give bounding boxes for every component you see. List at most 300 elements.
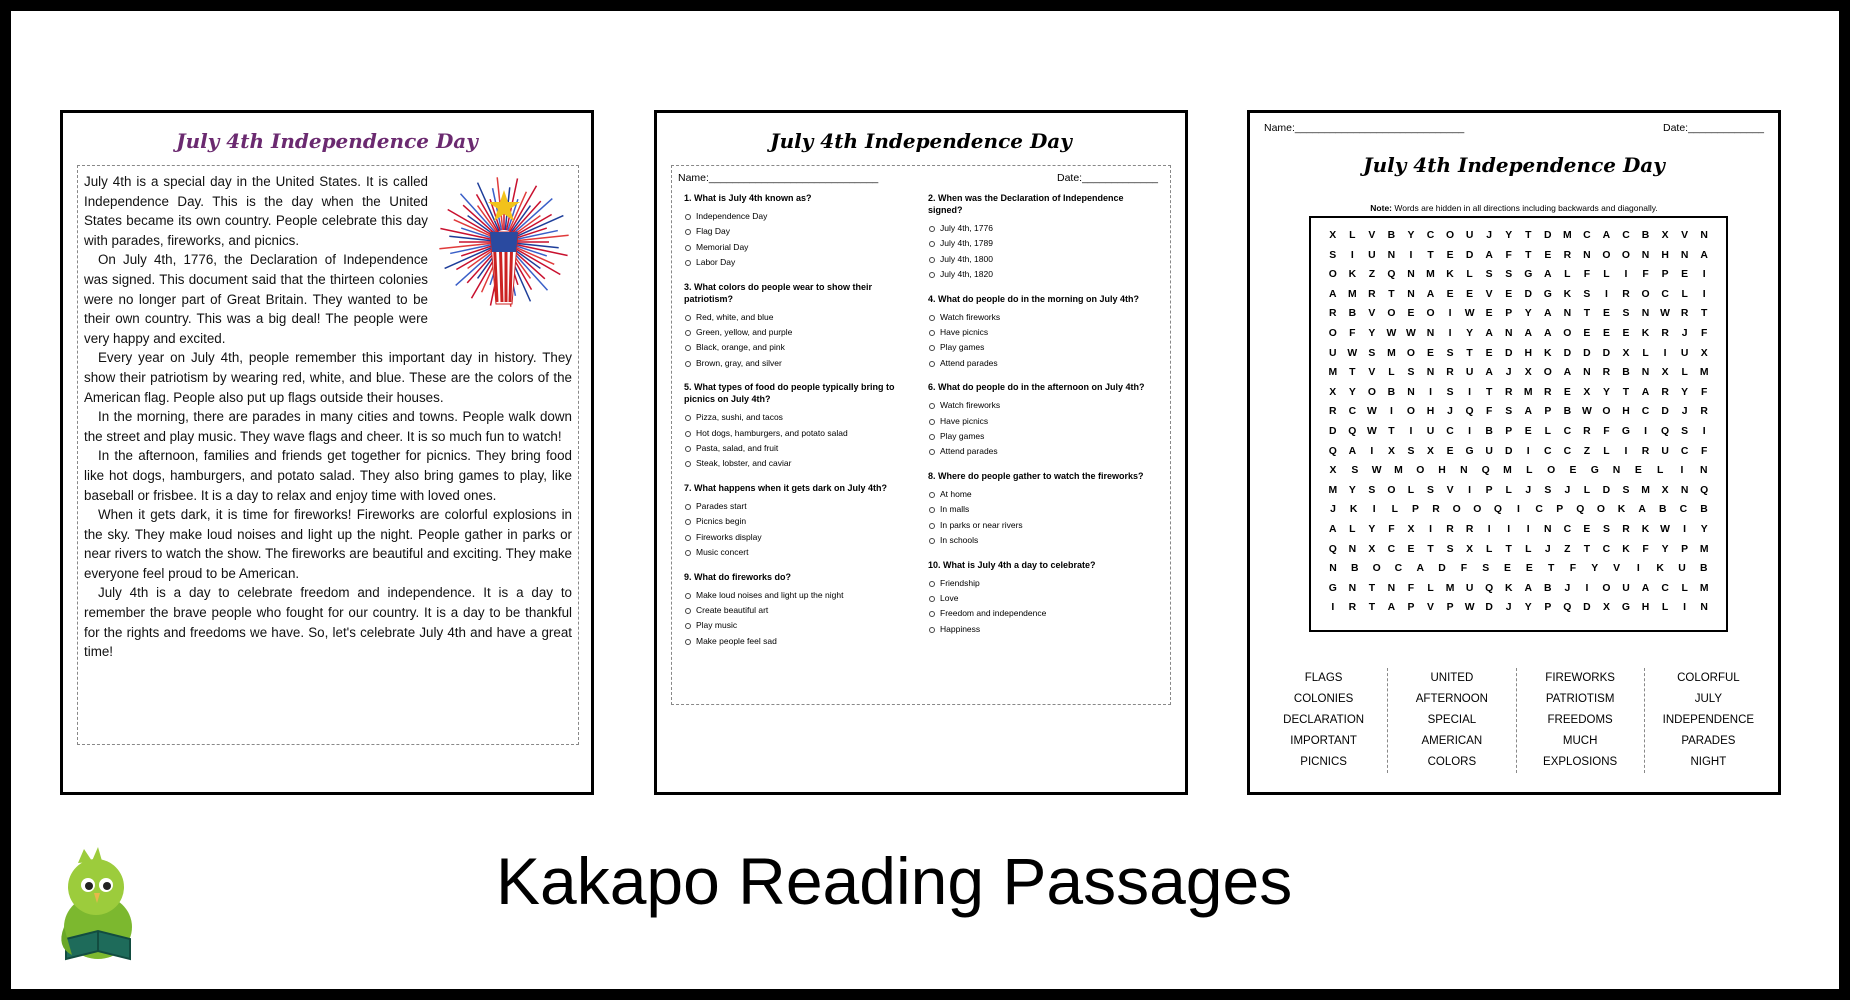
grid-letter: O (1328, 269, 1337, 281)
grid-letter: G (1524, 269, 1533, 281)
grid-letter: K (1446, 269, 1454, 281)
grid-letter: B (1700, 504, 1708, 516)
grid-letter: W (1371, 465, 1382, 477)
passage-paragraph: When it gets dark, it is time for fireworks! Fireworks are colorful explosions in the sky. They make loud noises and light up the night. People gather in parks or near rivers to watch the show. The fireworks are beautiful and exciting. They make everyone feel proud to be American. (84, 507, 572, 581)
grid-letter: D (1583, 602, 1591, 614)
grid-letter: W (1386, 327, 1397, 339)
word-item: PICNICS (1300, 756, 1347, 768)
grid-letter: P (1681, 543, 1689, 555)
answer-option: July 4th, 1789 (928, 236, 1153, 251)
grid-letter: W (1406, 327, 1416, 339)
grid-letter: I (1680, 465, 1684, 477)
grid-letter: R (1329, 308, 1337, 320)
grid-letter: U (1368, 249, 1376, 261)
grid-letter: V (1427, 602, 1434, 614)
question-item (928, 559, 1153, 638)
grid-letter: M (1328, 484, 1338, 496)
grid-letter: E (1504, 563, 1511, 575)
grid-letter: C (1446, 425, 1454, 437)
grid-letter: K (1656, 563, 1664, 575)
grid-letter: C (1661, 288, 1669, 300)
grid-letter: A (1416, 563, 1424, 575)
grid-letter: M (1445, 582, 1455, 594)
questions-right-column (928, 192, 1153, 647)
grid-letter: G (1590, 465, 1599, 477)
grid-letter: O (1602, 249, 1611, 261)
grid-letter: G (1543, 288, 1552, 300)
word-column (1517, 668, 1645, 773)
grid-letter: X (1329, 230, 1337, 241)
question-item (928, 293, 1153, 372)
grid-letter: G (1621, 602, 1631, 614)
grid-letter: O (1621, 249, 1631, 261)
grid-letter: R (1700, 406, 1708, 418)
grid-letter: A (1426, 288, 1435, 300)
grid-letter: A (1485, 367, 1493, 379)
grid-letter: D (1583, 347, 1591, 359)
answer-option: Brown, gray, and silver (684, 356, 909, 371)
grid-letter: P (1485, 484, 1493, 496)
grid-letter: I (1604, 288, 1608, 300)
grid-letter: B (1700, 563, 1708, 575)
grid-letter: F (1407, 582, 1415, 594)
grid-letter: O (1387, 308, 1396, 320)
grid-letter: C (1680, 445, 1689, 457)
fireworks-image (436, 172, 572, 322)
grid-letter: R (1368, 288, 1376, 300)
grid-row (1323, 481, 1714, 501)
grid-letter: I (1429, 386, 1432, 398)
grid-letter: O (1563, 327, 1572, 339)
grid-letter: P (1505, 425, 1513, 437)
grid-letter: T (1368, 582, 1376, 594)
grid-letter: A (1563, 367, 1572, 379)
answer-option: Steak, lobster, and caviar (684, 456, 909, 471)
note-text: Words are hidden in all directions including backwards and diagonally. (1392, 203, 1658, 213)
grid-letter: D (1465, 249, 1474, 261)
grid-letter: S (1368, 484, 1376, 496)
grid-letter: N (1641, 308, 1650, 320)
grid-letter: X (1329, 386, 1337, 398)
passage-paragraph: On July 4th, 1776, the Declaration of Independence was signed. This document said that the thirteen colonies were no longer part of Great Britain. They wanted to be their own country. This was a big deal! The people were very happy and excited. (84, 252, 428, 346)
grid-letter: Y (1348, 484, 1356, 496)
grid-letter: R (1602, 367, 1611, 379)
grid-letter: I (1448, 308, 1452, 320)
grid-letter: Z (1368, 269, 1376, 281)
grid-letter: H (1426, 406, 1435, 418)
grid-letter: B (1544, 582, 1552, 594)
grid-letter: U (1622, 582, 1630, 594)
answer-option: Music concert (684, 545, 909, 560)
grid-letter: K (1348, 269, 1357, 281)
grid-letter: H (1438, 465, 1446, 477)
grid-letter: Y (1368, 523, 1376, 535)
grid-letter: X (1427, 445, 1434, 457)
grid-row (1323, 540, 1714, 560)
grid-letter: E (1622, 327, 1630, 339)
grid-letter: S (1602, 523, 1610, 535)
grid-letter: B (1485, 425, 1493, 437)
grid-letter: P (1544, 602, 1552, 614)
grid-letter: G (1621, 425, 1631, 437)
grid-letter: S (1407, 445, 1415, 457)
answer-option: Red, white, and blue (684, 310, 909, 325)
grid-row (1323, 461, 1714, 481)
grid-letter: W (1464, 308, 1475, 320)
answer-option: Play music (684, 618, 909, 633)
word-item: UNITED (1430, 672, 1474, 684)
grid-letter: W (1464, 602, 1475, 614)
grid-letter: A (1485, 249, 1493, 261)
grid-letter: O (1473, 504, 1482, 516)
grid-letter: E (1525, 563, 1533, 575)
grid-letter: U (1465, 582, 1474, 594)
question-item (684, 192, 909, 271)
answer-option: Love (928, 591, 1153, 606)
word-item: FLAGS (1304, 672, 1343, 684)
answer-option: In schools (928, 533, 1153, 548)
word-column (1388, 668, 1516, 773)
grid-letter: D (1485, 602, 1493, 614)
grid-letter: A (1524, 406, 1532, 418)
word-item: PATRIOTISM (1545, 693, 1615, 705)
answer-option: At home (928, 487, 1153, 502)
word-item: IMPORTANT (1290, 735, 1357, 747)
answer-option: Friendship (928, 576, 1153, 591)
grid-letter: W (1581, 406, 1592, 418)
grid-letter: Q (1481, 465, 1490, 477)
grid-row (1323, 383, 1714, 403)
name-field: Name:_____________________________ (1264, 122, 1465, 134)
grid-letter: Y (1591, 563, 1599, 575)
grid-letter: T (1583, 308, 1591, 320)
grid-letter: J (1525, 484, 1532, 496)
grid-letter: N (1563, 308, 1572, 320)
grid-letter: O (1452, 504, 1461, 516)
grid-letter: X (1329, 465, 1337, 477)
grid-letter: Y (1700, 523, 1708, 535)
grid-letter: C (1426, 230, 1435, 241)
grid-letter: I (1468, 425, 1472, 437)
grid-letter: A (1524, 327, 1532, 339)
grid-letter: B (1351, 563, 1359, 575)
grid-letter: X (1661, 230, 1669, 241)
grid-letter: Y (1348, 386, 1356, 398)
grid-letter: J (1330, 504, 1336, 516)
grid-row (1323, 226, 1714, 246)
grid-letter: O (1446, 230, 1455, 241)
grid-letter: Z (1583, 445, 1591, 457)
answer-option: Picnics begin (684, 514, 909, 529)
grid-letter: R (1641, 445, 1650, 457)
grid-letter: H (1524, 347, 1532, 359)
grid-letter: J (1544, 543, 1551, 555)
grid-row (1323, 246, 1714, 266)
answer-option: Make people feel sad (684, 634, 909, 649)
grid-letter: N (1641, 367, 1650, 379)
grid-letter: L (1661, 602, 1669, 614)
grid-letter: S (1427, 484, 1434, 496)
grid-letter: L (1544, 425, 1551, 437)
grid-letter: J (1486, 230, 1493, 241)
grid-letter: O (1602, 406, 1611, 418)
passage-title: July 4th Independence Day (176, 129, 478, 153)
grid-letter: T (1525, 249, 1532, 261)
grid-letter: J (1505, 367, 1512, 379)
grid-letter: Q (1563, 602, 1572, 614)
question-item (684, 381, 909, 472)
grid-letter: R (1680, 308, 1689, 320)
answer-option: Have picnics (928, 325, 1153, 340)
word-item: COLORS (1427, 756, 1477, 768)
grid-letter: W (1366, 406, 1377, 418)
grid-letter: T (1485, 386, 1493, 398)
grid-letter: A (1602, 230, 1611, 241)
grid-letter: Q (1661, 425, 1670, 437)
grid-letter: Q (1700, 484, 1709, 496)
grid-letter: O (1367, 386, 1376, 398)
grid-letter: B (1563, 406, 1572, 418)
word-item: COLONIES (1293, 693, 1354, 705)
grid-letter: F (1603, 425, 1610, 437)
grid-row (1323, 285, 1714, 305)
word-item: COLORFUL (1677, 672, 1740, 684)
grid-letter: B (1387, 386, 1396, 398)
grid-letter: E (1446, 445, 1454, 457)
grid-letter: M (1563, 230, 1572, 241)
word-item: SPECIAL (1427, 714, 1477, 726)
grid-letter: I (1624, 445, 1628, 457)
grid-letter: S (1446, 543, 1454, 555)
grid-letter: S (1446, 347, 1454, 359)
grid-letter: C (1679, 504, 1688, 516)
grid-letter: C (1661, 582, 1669, 594)
grid-letter: N (1426, 327, 1435, 339)
grid-row (1323, 559, 1714, 579)
question-text: 7. What happens when it gets dark on July 4th? (684, 482, 888, 493)
grid-row (1323, 500, 1714, 520)
grid-letter: I (1702, 269, 1706, 281)
grid-letter: U (1485, 445, 1493, 457)
grid-letter: I (1507, 523, 1511, 535)
answer-option: In malls (928, 502, 1153, 517)
grid-letter: S (1446, 386, 1454, 398)
grid-letter: B (1387, 230, 1396, 241)
grid-letter: D (1329, 425, 1337, 437)
answer-option: Labor Day (684, 255, 909, 270)
grid-letter: E (1485, 347, 1493, 359)
grid-letter: S (1407, 367, 1415, 379)
grid-letter: N (1700, 465, 1708, 477)
grid-letter: M (1641, 484, 1650, 496)
grid-letter: U (1426, 425, 1435, 437)
grid-letter: R (1622, 523, 1630, 535)
grid-letter: Q (1348, 425, 1357, 437)
word-item: MUCH (1562, 735, 1598, 747)
grid-letter: L (1427, 582, 1434, 594)
grid-letter: U (1678, 563, 1686, 575)
grid-letter: T (1388, 425, 1395, 437)
grid-letter: D (1438, 563, 1446, 575)
grid-letter: Y (1407, 230, 1415, 241)
grid-letter: I (1517, 504, 1520, 516)
grid-letter: F (1700, 386, 1708, 398)
grid-letter: O (1328, 327, 1337, 339)
word-column (1645, 668, 1772, 773)
grid-letter: T (1388, 288, 1395, 300)
page-canvas (11, 11, 1839, 989)
grid-letter: N (1407, 386, 1415, 398)
grid-letter: I (1372, 504, 1376, 516)
grid-letter: S (1505, 406, 1513, 418)
grid-letter: A (1544, 308, 1552, 320)
grid-letter: X (1407, 523, 1415, 535)
grid-letter: A (1641, 582, 1650, 594)
grid-row (1323, 324, 1714, 344)
question-text: 1. What is July 4th known as? (684, 193, 812, 203)
name-field: Name:_____________________________ (678, 172, 879, 184)
kakapo-mascot-icon (38, 847, 158, 967)
grid-letter: Y (1661, 543, 1669, 555)
question-item (928, 192, 1153, 283)
grid-letter: L (1642, 347, 1649, 359)
answer-option: Independence Day (684, 209, 909, 224)
grid-letter: U (1465, 230, 1474, 241)
grid-letter: S (1485, 269, 1493, 281)
grid-letter: I (1409, 425, 1413, 437)
passage-paragraph: In the afternoon, families and friends get together for picnics. They bring food like hot dogs, hamburgers, and potato salad. They also bring games to play, like baseball or frisbee. It is a day to relax and enjoy time with loved ones. (84, 448, 572, 503)
grid-letter: C (1602, 543, 1611, 555)
date-field: Date:_____________ (1662, 122, 1764, 134)
grid-letter: C (1387, 543, 1396, 555)
grid-letter: Y (1602, 386, 1610, 398)
grid-letter: I (1389, 406, 1393, 418)
grid-letter: E (1563, 386, 1571, 398)
grid-letter: N (1544, 523, 1552, 535)
grid-letter: I (1526, 445, 1530, 457)
grid-letter: K (1504, 582, 1513, 594)
grid-letter: M (1523, 386, 1533, 398)
grid-row (1323, 344, 1714, 364)
grid-letter: E (1505, 288, 1513, 300)
word-item: PARADES (1681, 735, 1736, 747)
question-item (928, 470, 1153, 549)
grid-letter: J (1681, 327, 1688, 339)
word-item: INDEPENDENCE (1662, 714, 1755, 726)
grid-letter: U (1465, 367, 1474, 379)
grid-letter: Y (1524, 308, 1532, 320)
grid-letter: N (1504, 327, 1513, 339)
answer-option: Have picnics (928, 414, 1153, 429)
grid-letter: F (1700, 327, 1708, 339)
grid-letter: S (1368, 347, 1376, 359)
grid-letter: X (1661, 367, 1669, 379)
word-item: AMERICAN (1421, 735, 1483, 747)
grid-letter: I (1468, 484, 1472, 496)
grid-letter: T (1427, 249, 1434, 261)
grid-letter: A (1348, 445, 1357, 457)
grid-letter: W (1347, 347, 1358, 359)
grid-letter: E (1544, 249, 1552, 261)
grid-letter: C (1348, 406, 1357, 418)
grid-letter: Y (1466, 327, 1474, 339)
question-item (928, 381, 1153, 460)
grid-letter: J (1681, 406, 1688, 418)
grid-letter: I (1663, 347, 1667, 359)
grid-letter: O (1602, 582, 1611, 594)
grid-letter: O (1543, 367, 1552, 379)
grid-letter: E (1446, 249, 1454, 261)
passage-paragraph: Every year on July 4th, people remember this important day in history. They show their patriotism by wearing red, white, and blue. These are the colors of the American flag. People also put up flags outside their houses. (84, 350, 572, 405)
grid-letter: M (1699, 543, 1709, 555)
grid-letter: X (1583, 386, 1591, 398)
grid-letter: I (1683, 523, 1687, 535)
question-text: 6. What do people do in the afternoon on July 4th? (928, 382, 1145, 393)
grid-letter: I (1429, 523, 1432, 535)
grid-letter: M (1503, 465, 1512, 477)
grid-letter: C (1394, 563, 1403, 575)
word-item: FIREWORKS (1545, 672, 1615, 684)
grid-letter: Q (1328, 445, 1337, 457)
grid-letter: D (1661, 406, 1669, 418)
grid-letter: U (1329, 347, 1337, 359)
grid-letter: X (1368, 543, 1376, 555)
grid-letter: L (1603, 269, 1610, 281)
grid-letter: P (1661, 269, 1669, 281)
answer-option: Play games (928, 429, 1153, 444)
grid-letter: N (1387, 249, 1396, 261)
note-label: Note: (1370, 203, 1393, 213)
grid-letter: Q (1493, 504, 1502, 516)
grid-letter: N (1348, 582, 1357, 594)
grid-letter: I (1636, 563, 1640, 575)
grid-letter: T (1622, 386, 1630, 398)
grid-letter: E (1583, 523, 1591, 535)
grid-letter: I (1331, 602, 1335, 614)
grid-letter: N (1680, 249, 1689, 261)
grid-letter: E (1485, 308, 1493, 320)
passage-paragraph: July 4th is a day to celebrate freedom and independence. It is a day to remember the brave people who fought for our country. It is a day to be thankful for the rights and freedoms we have. So, let's celebrate July 4th and have a great time! (84, 585, 572, 660)
grid-letter: E (1524, 425, 1532, 437)
word-item: AFTERNOON (1415, 693, 1488, 705)
grid-letter: L (1525, 543, 1532, 555)
grid-letter: P (1411, 504, 1419, 516)
grid-letter: H (1641, 602, 1650, 614)
word-item: FREEDOMS (1547, 714, 1613, 726)
grid-letter: L (1657, 465, 1664, 477)
wordsearch-note (1250, 203, 1778, 213)
answer-option: Fireworks display (684, 530, 909, 545)
grid-letter: R (1661, 386, 1669, 398)
grid-letter: I (1370, 445, 1374, 457)
answer-option: Pizza, sushi, and tacos (684, 410, 909, 425)
answer-option: In parks or near rivers (928, 518, 1153, 533)
answer-option: Play games (928, 340, 1153, 355)
grid-letter: N (1348, 543, 1357, 555)
grid-letter: U (1661, 445, 1669, 457)
grid-letter: D (1524, 288, 1532, 300)
grid-letter: D (1544, 230, 1552, 241)
grid-letter: L (1526, 465, 1533, 477)
grid-letter: N (1641, 249, 1650, 261)
grid-letter: F (1388, 523, 1395, 535)
grid-letter: X (1602, 602, 1610, 614)
question-text: 9. What do fireworks do? (684, 571, 792, 582)
grid-letter: E (1407, 308, 1415, 320)
grid-letter: R (1465, 523, 1474, 535)
question-text: 3. What colors do people wear to show their patriotism? (684, 281, 873, 304)
grid-letter: L (1349, 230, 1356, 241)
